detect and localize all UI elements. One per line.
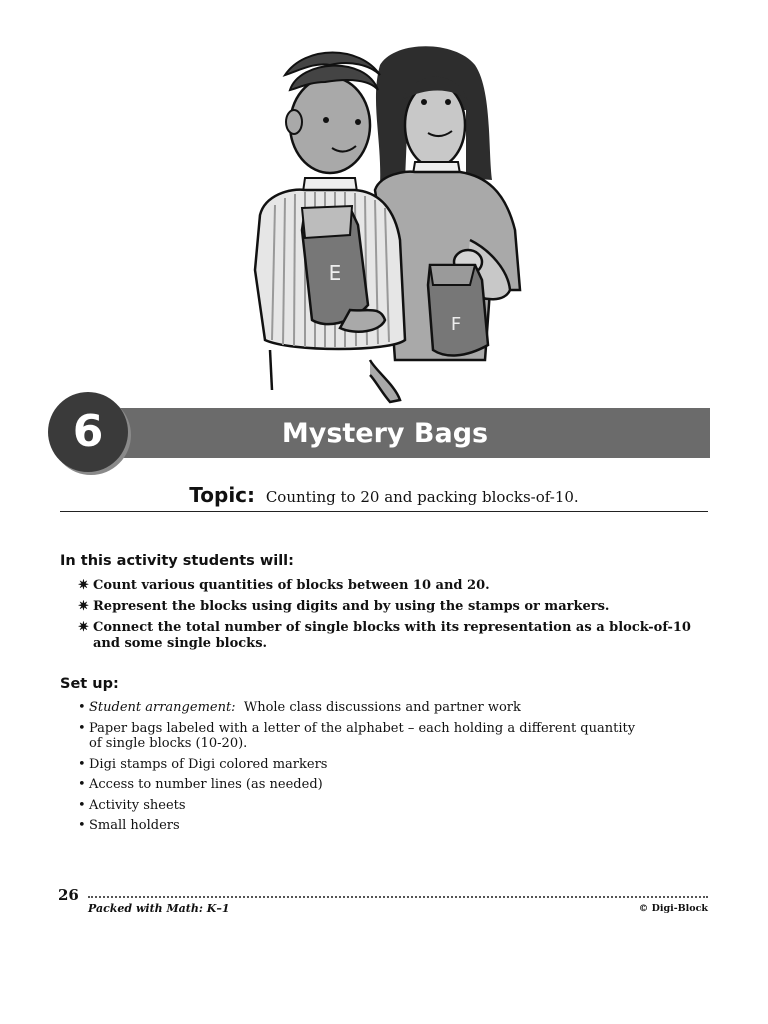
objectives-heading: In this activity students will:: [60, 553, 294, 569]
setup-list: [78, 700, 678, 839]
list-item: [78, 700, 678, 716]
topic-label: Topic:: [189, 483, 256, 507]
list-item: [78, 599, 698, 615]
arrangement-value: Whole class discussions and partner work: [243, 700, 521, 715]
dot-bullet-icon: •: [78, 777, 86, 792]
activity-title: Mystery Bags: [281, 418, 489, 449]
list-item: [78, 620, 698, 651]
copyright: © Digi-Block: [638, 903, 708, 914]
star-bullet-icon: ✷: [78, 599, 89, 614]
setup-text: Paper bags labeled with a letter of the alphabet – each holding a different quantity: [89, 720, 636, 736]
objective-text: Represent the blocks using digits and by using the stamps or markers.: [93, 599, 610, 614]
setup-text: Access to number lines (as needed): [89, 777, 323, 792]
objectives-list: [78, 578, 698, 657]
dot-bullet-icon: •: [78, 797, 86, 813]
topic-line: [0, 483, 768, 507]
dot-bullet-icon: •: [78, 756, 86, 772]
page-number: 26: [58, 886, 79, 904]
setup-text-continued: of single blocks (10-20).: [89, 736, 248, 751]
star-bullet-icon: ✷: [78, 620, 89, 635]
activity-number: 6: [72, 406, 104, 457]
bag-f: [428, 265, 488, 355]
list-item: [78, 818, 678, 834]
list-item: [78, 777, 678, 793]
list-item: [78, 757, 678, 773]
arrangement-label: Student arrangement:: [89, 700, 236, 715]
list-item: [78, 578, 698, 594]
dot-bullet-icon: •: [78, 818, 86, 833]
objective-text: Count various quantities of blocks between 10 and 20.: [93, 578, 490, 593]
setup-text: Digi stamps of Digi colored markers: [89, 756, 328, 772]
children-illustration: [230, 40, 540, 410]
topic-text: Counting to 20 and packing blocks-of-10.: [265, 488, 579, 506]
section-divider: [60, 511, 708, 512]
list-item: [78, 721, 678, 752]
dot-bullet-icon: •: [78, 700, 86, 715]
objective-text: Connect the total number of single blocks with its representation as a block-of-10: [93, 620, 691, 635]
setup-heading: Set up:: [60, 676, 119, 692]
objective-text-continued: and some single blocks.: [93, 635, 268, 651]
bag-e-letter: E: [328, 261, 342, 285]
setup-text: Small holders: [89, 818, 180, 833]
book-title: Packed with Math: K–1: [88, 902, 230, 915]
dot-bullet-icon: •: [78, 720, 86, 736]
star-bullet-icon: ✷: [78, 578, 89, 593]
footer-dotted-rule: [88, 896, 708, 898]
list-item: [78, 798, 678, 814]
setup-text: Activity sheets: [89, 797, 186, 813]
bag-f-letter: F: [450, 314, 462, 335]
